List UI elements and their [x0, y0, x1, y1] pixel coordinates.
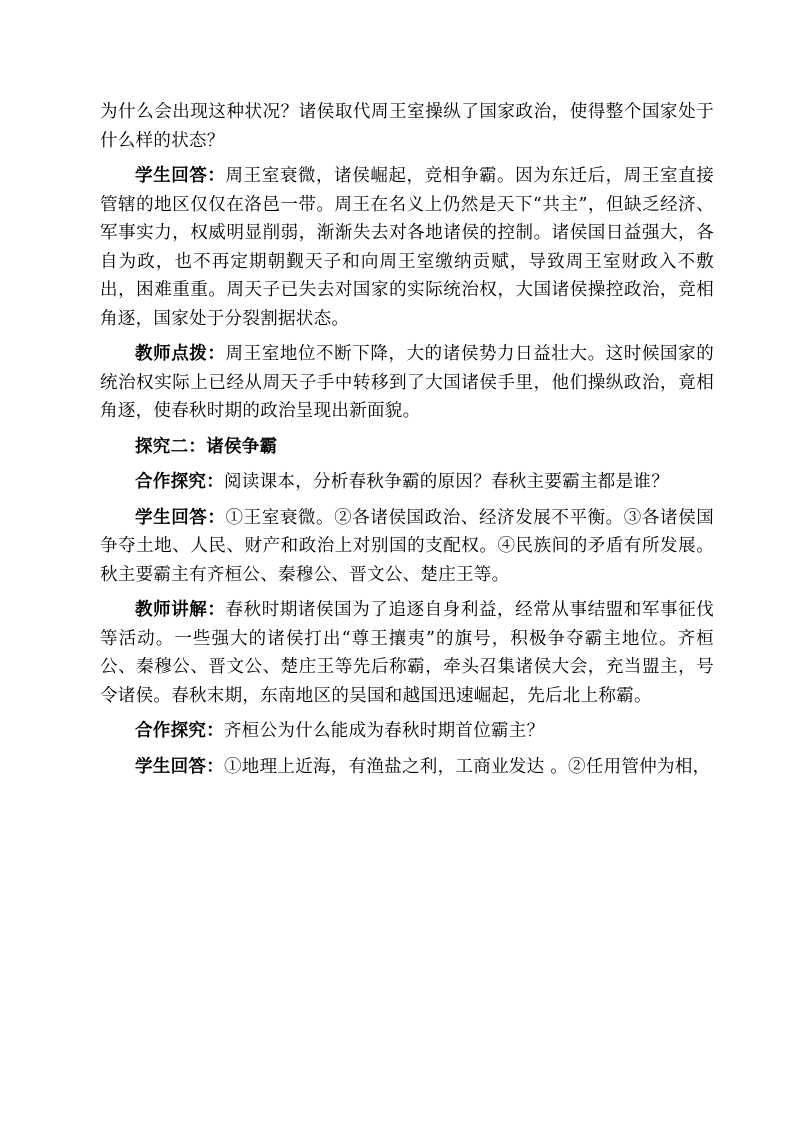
speaker-label: 合作探究：	[135, 721, 224, 741]
speaker-label: 合作探究：	[135, 472, 224, 492]
paragraph-text: 为什么会出现这种状况？诸侯取代周王室操纵了国家政治，使得整个国家处于什么样的状态？	[100, 102, 714, 151]
paragraph-student-answer	[100, 162, 714, 333]
paragraph-text: ①王室衰微。②各诸侯国政治、经济发展不平衡。③各诸侯国争夺土地、人民、财产和政治上对别国的支配权。④民族间的矛盾有所发展。秋主要霸主有齐桓公、秦穆公、晋文公、楚庄王等。	[100, 507, 714, 585]
paragraph-student-answer	[100, 753, 714, 782]
paragraph-text: 阅读课本，分析春秋争霸的原因？春秋主要霸主都是谁？	[224, 472, 669, 492]
document-body	[100, 98, 714, 788]
paragraph-text: 周王室衰微，诸侯崛起，竞相争霸。因为东迁后，周王室直接管辖的地区仅仅在洛邑一带。周王在名义上仍然是天下“共主”，但缺乏经济、军事实力，权威明显削弱，渐渐失去对各地诸侯的控制。诸侯国日益强大，各自为政，也不再定期朝觐天子和向周王室缴纳贡赋，导致周王室财政入不敷出，困难重重。周天子已失去对国家的实际统治权，大国诸侯操控政治，竞相角逐，国家处于分裂割据状态。	[100, 166, 714, 329]
paragraph-text: 周王室地位不断下降，大的诸侯势力日益壮大。这时候国家的统治权实际上已经从周天子手中转移到了大国诸侯手里，他们操纵政治，竟相角逐，使春秋时期的政治呈现出新面貌。	[100, 344, 714, 421]
speaker-label: 教师点拨：	[135, 344, 226, 364]
paragraph-text: ①地理上近海，有渔盐之利，工商业发达 。②任用管仲为相，	[224, 756, 711, 777]
paragraph-text: 春秋时期诸侯国为了追逐自身利益，经常从事结盟和军事征伐等活动。一些强大的诸侯打出“尊王攘夷”的旗号，积极争夺霸主地位。齐桓公、秦穆公、晋文公、楚庄王等先后称霸，牵头召集诸侯大会，充当盟主，号令诸侯。春秋末期，东南地区的吴国和越国迅速崛起，先后北上称霸。	[100, 600, 714, 706]
paragraph-text: 齐桓公为什么能成为春秋时期首位霸主？	[224, 721, 545, 741]
paragraph-student-answer	[100, 504, 714, 590]
speaker-label: 学生回答：	[135, 507, 226, 528]
section-heading: 探究二：诸侯争霸	[135, 436, 278, 457]
paragraph-cooperative-inquiry	[100, 468, 714, 497]
paragraph-teacher-guidance	[100, 340, 714, 426]
speaker-label: 学生回答：	[135, 756, 224, 777]
speaker-label: 教师讲解：	[135, 600, 226, 620]
speaker-label: 学生回答：	[135, 166, 226, 186]
paragraph-question-intro	[100, 98, 714, 155]
paragraph-teacher-explanation	[100, 596, 714, 710]
paragraph-cooperative-inquiry	[100, 717, 714, 746]
